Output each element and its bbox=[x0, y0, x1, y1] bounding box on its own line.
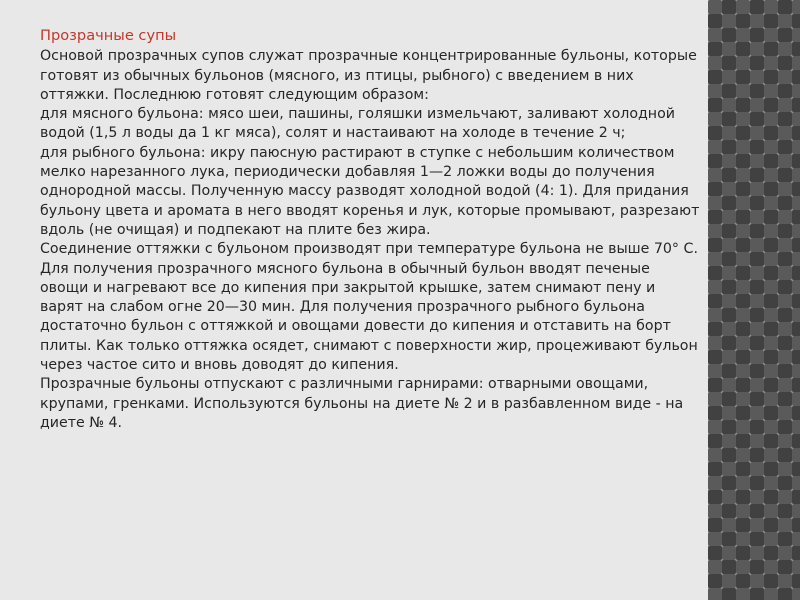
paragraph-meat-broth: для мясного бульона: мясо шеи, пашины, голяшки измельчают, заливают холодной водой (1,5 л воды да 1 кг мяса), солят и настаивают на холоде в течение 2 ч; bbox=[40, 106, 675, 142]
slide-content bbox=[40, 26, 700, 433]
paragraph-intro: Основой прозрачных супов служат прозрачные концентрированные бульоны, которые готовят из обычных бульонов (мясного, из птицы, рыбного) с введением в них оттяжки. Последнюю готовят следующим образом: bbox=[40, 48, 697, 103]
decorative-side-strip bbox=[708, 0, 800, 600]
paragraph-serving: Прозрачные бульоны отпускают с различными гарнирами: отварными овощами, крупами, гренками. Используются бульоны на диете № 2 и в разбавленном виде - на диете № 4. bbox=[40, 376, 684, 431]
paragraph-clarification: Соединение оттяжки с бульоном производят при температуре бульона не выше 70° С. Для получения прозрачного мясного бульона в обычный бульон вводят печеные овощи и нагревают все до кипения при закрытой крышке, затем снимают пену и варят на слабом огне 20—30 мин. Для получения прозрачного рыбного бульона достаточно бульон с оттяжкой и овощами довести до кипения и отставить на борт плиты. Как только оттяжка осядет, снимают с поверхности жир, процеживают бульон через частое сито и вновь доводят до кипения. bbox=[40, 241, 698, 374]
slide-title: Прозрачные супы bbox=[40, 27, 177, 44]
paragraph-fish-broth: для рыбного бульона: икру паюсную растирают в ступке с небольшим количеством мелко нарезанного лука, периодически добавляя 1—2 ложки воды до получения однородной массы. Полученную массу разводят холодной водой (4: 1). Для придания бульону цвета и аромата в него вводят коренья и лук, которые промывают, разрезают вдоль (не очищая) и подпекают на плите без жира. bbox=[40, 144, 700, 238]
